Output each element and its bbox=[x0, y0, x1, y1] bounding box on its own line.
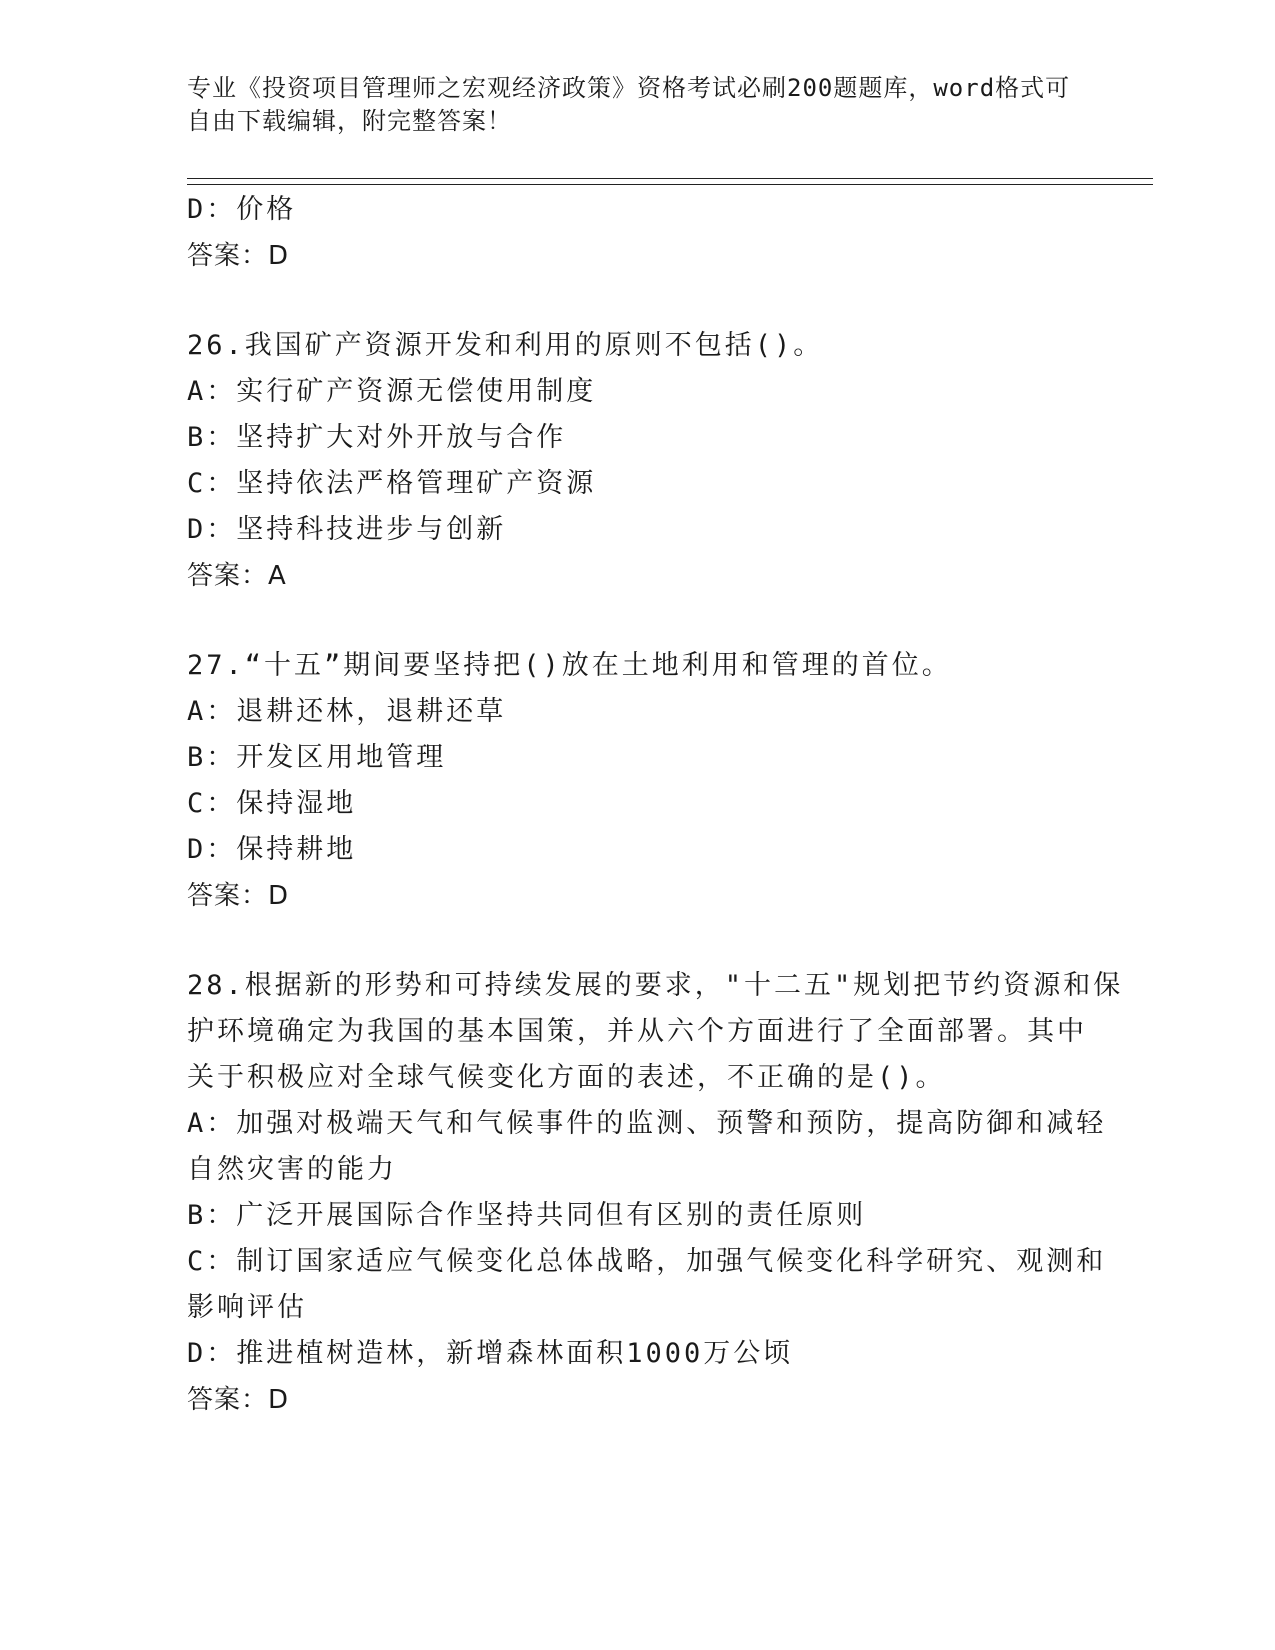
page-header bbox=[187, 72, 1087, 138]
option-c-line-1: C：制订国家适应气候变化总体战略，加强气候变化科学研究、观测和 bbox=[187, 1246, 1107, 1277]
spacer bbox=[187, 599, 1087, 643]
option-a: A：退耕还林，退耕还草 bbox=[187, 696, 507, 727]
option-b: B：坚持扩大对外开放与合作 bbox=[187, 422, 567, 453]
question-26 bbox=[187, 323, 1087, 599]
header-line-2: 自由下载编辑，附完整答案！ bbox=[187, 107, 512, 135]
spacer bbox=[187, 919, 1087, 963]
question-stem: 27.“十五”期间要坚持把()放在土地利用和管理的首位。 bbox=[187, 650, 952, 681]
option-a: A：实行矿产资源无偿使用制度 bbox=[187, 376, 597, 407]
answer-line: 答案：D bbox=[187, 241, 290, 271]
question-stem: 26.我国矿产资源开发和利用的原则不包括()。 bbox=[187, 330, 824, 361]
option-a-line-2: 自然灾害的能力 bbox=[187, 1154, 397, 1185]
option-d: D：推进植树造林，新增森林面积1000万公顷 bbox=[187, 1338, 794, 1369]
answer-line: 答案：D bbox=[187, 1385, 290, 1415]
option-d: D：保持耕地 bbox=[187, 834, 357, 865]
previous-question-tail bbox=[187, 187, 1087, 279]
option-d: D：价格 bbox=[187, 194, 297, 225]
answer-line: 答案：D bbox=[187, 881, 290, 911]
option-b: B：广泛开展国际合作坚持共同但有区别的责任原则 bbox=[187, 1200, 867, 1231]
question-28 bbox=[187, 963, 1124, 1423]
question-27 bbox=[187, 643, 1087, 919]
question-stem-line-3: 关于积极应对全球气候变化方面的表述，不正确的是()。 bbox=[187, 1062, 946, 1093]
answer-line: 答案：A bbox=[187, 561, 287, 591]
option-c-line-2: 影响评估 bbox=[187, 1292, 307, 1323]
question-stem-line-1: 28.根据新的形势和可持续发展的要求，"十二五"规划把节约资源和保 bbox=[187, 970, 1124, 1001]
header-line-1: 专业《投资项目管理师之宏观经济政策》资格考试必刷200题题库，word格式可 bbox=[187, 74, 1071, 102]
spacer bbox=[187, 279, 1087, 323]
header-divider bbox=[187, 178, 1153, 185]
option-d: D：坚持科技进步与创新 bbox=[187, 514, 507, 545]
option-c: C：保持湿地 bbox=[187, 788, 357, 819]
document-body bbox=[187, 187, 1124, 1423]
option-a-line-1: A：加强对极端天气和气候事件的监测、预警和预防，提高防御和减轻 bbox=[187, 1108, 1107, 1139]
question-stem-line-2: 护环境确定为我国的基本国策，并从六个方面进行了全面部署。其中 bbox=[187, 1016, 1087, 1047]
option-b: B：开发区用地管理 bbox=[187, 742, 447, 773]
option-c: C：坚持依法严格管理矿产资源 bbox=[187, 468, 597, 499]
